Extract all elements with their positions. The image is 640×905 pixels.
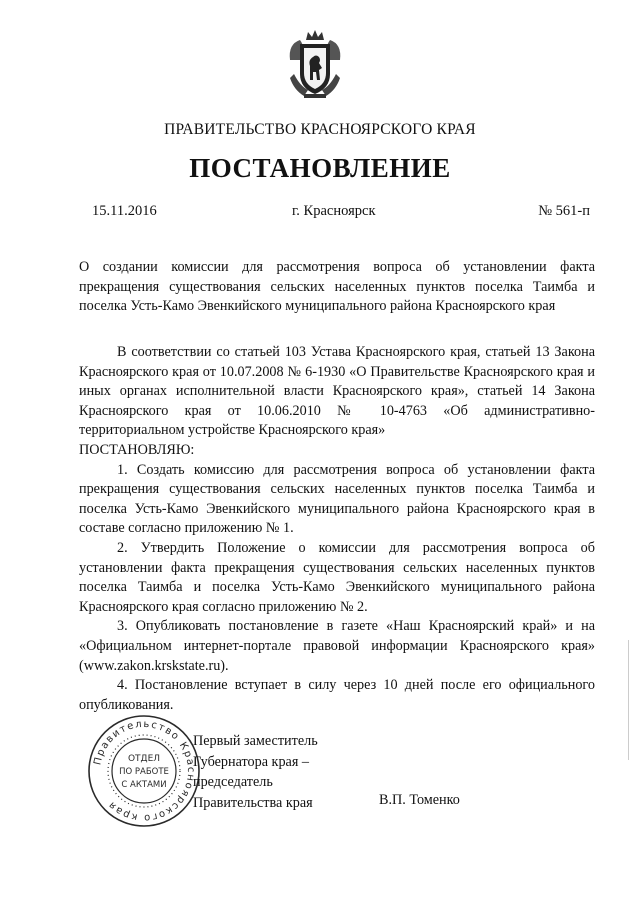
signature-title-line: Первый заместитель — [193, 733, 318, 749]
document-body — [79, 343, 595, 715]
document-number: № 561-п — [538, 203, 590, 219]
list-item: 3. Опубликовать постановление в газете «Наш Красноярский край» и на «Официальном интернет-портале правовой информации Красноярского края» (www.zakon.krskstate.ru). — [79, 618, 595, 674]
signature-title-line: председатель — [193, 774, 273, 790]
preamble-paragraph: В соответствии со статьей 103 Устава Красноярского края, статьей 13 Закона Красноярского края от 10.07.2008 № 6-1930 «О Правительстве Красноярского края и иных органах исполнительной власти Красноярского края», статьей 14 Закона Красноярского края от 10.06.2010 № 10-4763 «Об административно-территориальном устройстве Красноярского края» — [79, 344, 595, 439]
list-item: 2. Утвердить Положение о комиссии для рассмотрения вопроса об установлении факта прекращения существования сельских населенных пунктов поселка Таимба и поселка Усть-Камо Эвенкийского муниципального района Красноярского края согласно приложению № 2. — [79, 539, 595, 615]
resolve-word: ПОСТАНОВЛЯЮ: — [79, 441, 195, 458]
government-name: ПРАВИТЕЛЬСТВО КРАСНОЯРСКОГО КРАЯ — [164, 121, 476, 138]
list-item: 1. Создать комиссию для рассмотрения вопроса об установлении факта прекращения существования сельских населенных пунктов поселка Таимба и поселка Усть-Камо Эвенкийского муниципального района Красноярского края в составе согласно приложению № 1. — [79, 461, 595, 537]
coat-of-arms-icon — [286, 30, 344, 100]
official-stamp — [86, 713, 202, 829]
signature-title-line: Губернатора края – — [193, 753, 310, 770]
signature-block — [193, 731, 318, 813]
signature-title-line: Правительства края — [193, 794, 313, 811]
document-date: 15.11.2016 — [92, 203, 157, 219]
signer-name: В.П. Томенко — [379, 792, 460, 808]
scan-edge-mark — [628, 640, 629, 760]
stamp-ring-text: Правительство Красноярского края — [92, 718, 197, 824]
document-city: г. Красноярск — [292, 203, 376, 219]
stamp-line: С АКТАМИ — [121, 780, 167, 790]
document-type-title: ПОСТАНОВЛЕНИЕ — [189, 153, 451, 183]
stamp-line: ПО РАБОТЕ — [119, 767, 169, 777]
stamp-line: ОТДЕЛ — [127, 754, 161, 764]
document-subject: О создании комиссии для рассмотрения вопроса об установлении факта прекращения существования сельских населенных пунктов поселка Таимба и поселка Усть-Камо Эвенкийского муниципального района Красноярского края — [79, 259, 595, 314]
list-item: 4. Постановление вступает в силу через 10 дней после его официального опубликования. — [79, 677, 595, 713]
